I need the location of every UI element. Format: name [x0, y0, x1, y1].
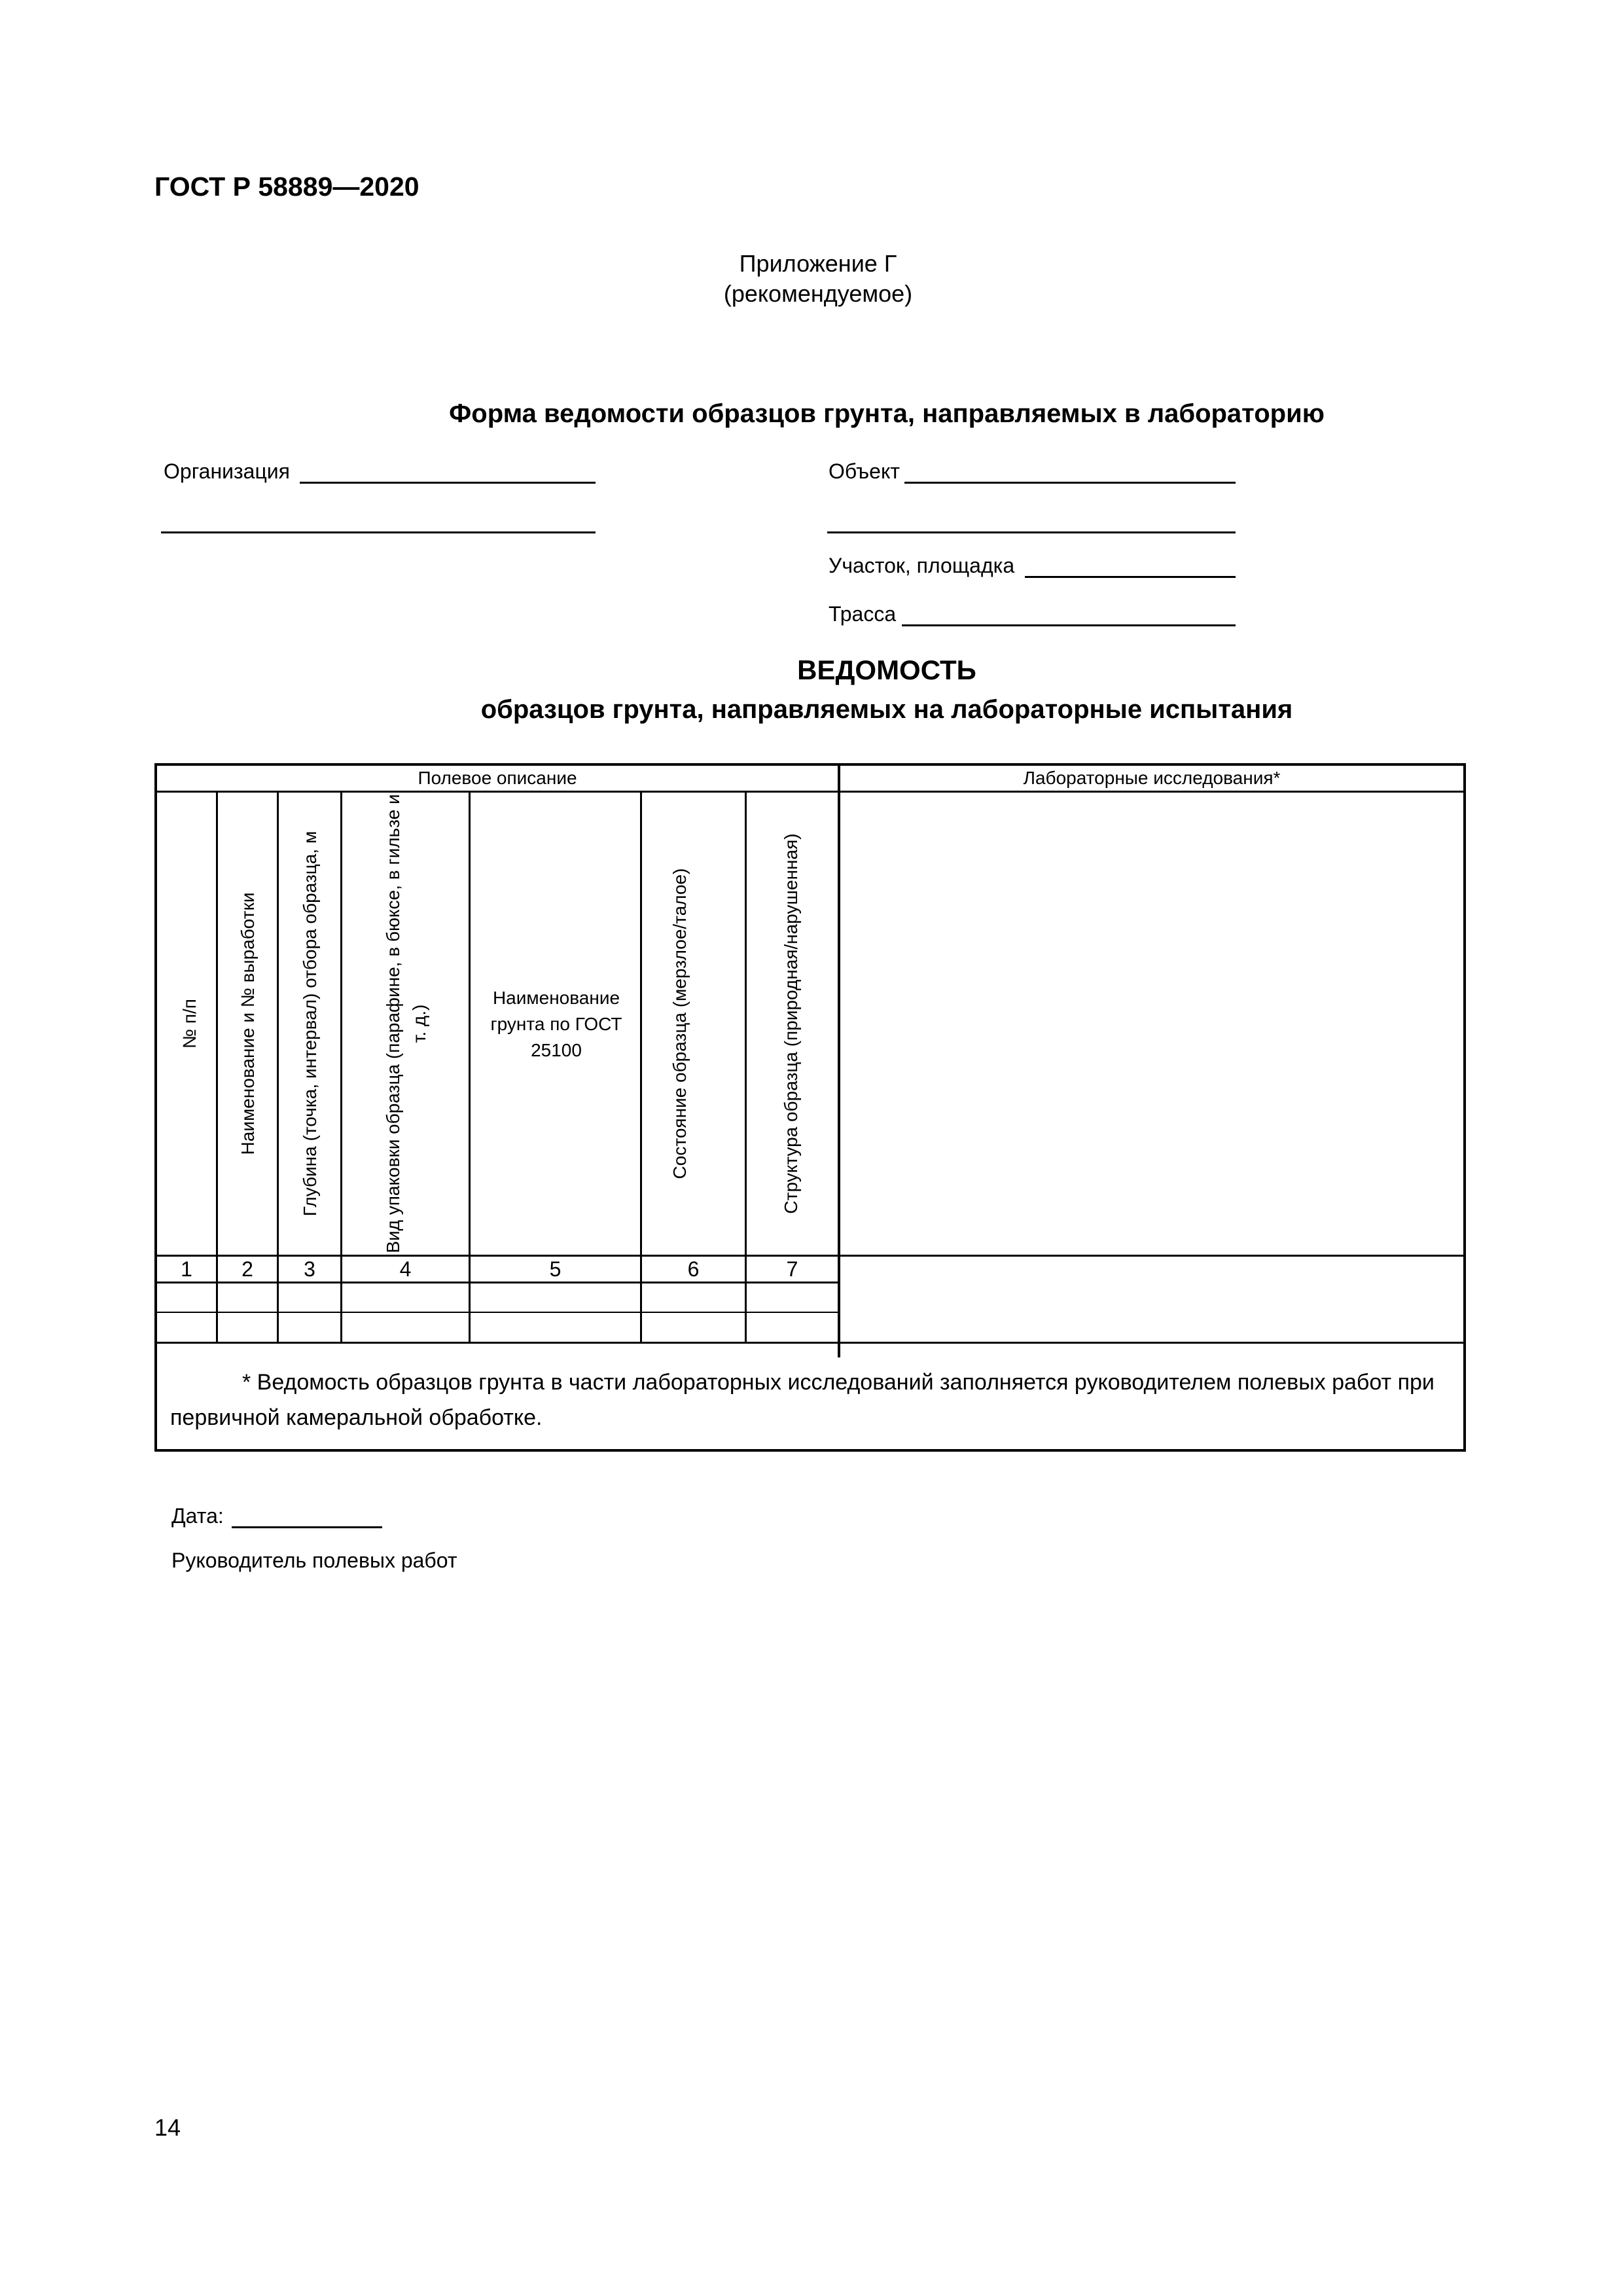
col-number-5: 5 — [549, 1257, 562, 1281]
col-header-soil-name: Наименование грунта по ГОСТ 25100 — [490, 988, 622, 1060]
col-number-7: 7 — [786, 1257, 798, 1281]
col-header-packing: Вид упаковки образца (парафине, в бюксе, в гильзе и т. д.) — [383, 794, 429, 1253]
statement-subtitle: образцов грунта, направляемых на лабораторные испытания — [480, 695, 1293, 724]
col-header-number: № п/п — [179, 999, 200, 1049]
col-header-depth: Глубина (точка, интервал) отбора образца, м — [300, 831, 320, 1217]
col-number-3: 3 — [304, 1257, 315, 1281]
statement-title: ВЕДОМОСТЬ — [797, 655, 976, 685]
object-label: Объект — [829, 459, 900, 483]
group-header-rule — [154, 791, 1466, 793]
col-header-working: Наименование и № выработки — [238, 892, 258, 1155]
form-title: Форма ведомости образцов грунта, направляемых в лабораторию — [449, 399, 1325, 428]
col-number-6: 6 — [687, 1257, 700, 1281]
standard-designation: ГОСТ Р 58889—2020 — [154, 171, 419, 202]
organization-label: Организация — [164, 459, 290, 483]
route-label: Трасса — [829, 602, 897, 626]
group-field-header: Полевое описание — [418, 768, 577, 788]
group-separator — [838, 763, 840, 1357]
date-label: Дата: — [171, 1504, 224, 1528]
table-border-bottom — [154, 1449, 1466, 1452]
site-line[interactable] — [1025, 556, 1236, 578]
data-row-rule-1 — [154, 1312, 840, 1313]
page-number: 14 — [154, 2114, 181, 2141]
object-line-2[interactable] — [827, 512, 1236, 533]
table-border-left — [154, 763, 157, 1452]
route-line[interactable] — [902, 605, 1236, 626]
site-label: Участок, площадка — [829, 554, 1015, 577]
table-border-right — [1463, 763, 1466, 1452]
col-number-4: 4 — [399, 1257, 412, 1281]
annex-status: (рекомендуемое) — [723, 280, 913, 307]
col-header-state: Состояние образца (мерзлое/талое) — [669, 868, 690, 1179]
number-row-rule — [154, 1282, 840, 1283]
table-footnote: * Ведомость образцов грунта в части лабораторных исследований заполняется руководителем полевых работ при первичной камеральной обработке. — [170, 1370, 1435, 1430]
col-number-1: 1 — [181, 1257, 192, 1281]
col-number-2: 2 — [241, 1257, 253, 1281]
object-line[interactable] — [904, 462, 1236, 484]
group-lab-header: Лабораторные исследования* — [1023, 768, 1281, 788]
col-header-structure: Структура образца (природная/нарушенная) — [781, 833, 801, 1214]
data-row-rule-2 — [154, 1342, 1466, 1344]
organization-line[interactable] — [300, 462, 596, 484]
field-manager-label: Руководитель полевых работ — [171, 1549, 457, 1572]
date-line[interactable] — [232, 1507, 382, 1528]
organization-line-2[interactable] — [161, 512, 596, 533]
annex-title: Приложение Г — [739, 250, 897, 277]
